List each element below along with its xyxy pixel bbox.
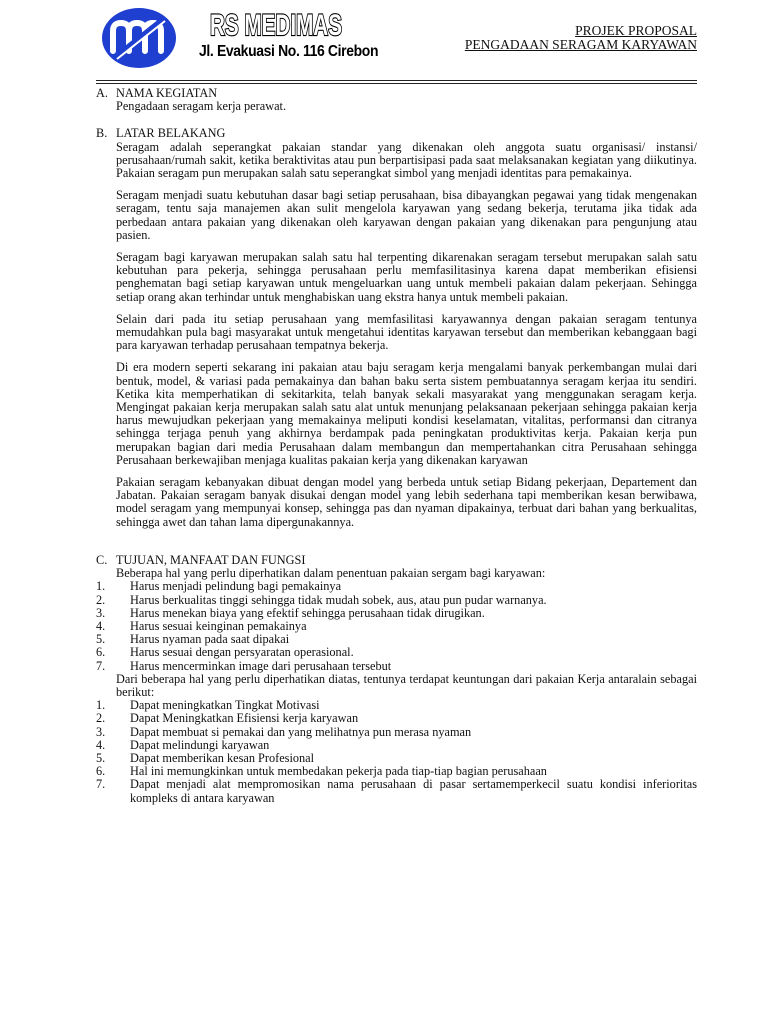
list-item	[96, 646, 697, 659]
list-number: 5.	[96, 750, 106, 765]
list-number: 6.	[96, 645, 106, 660]
section-b-heading	[96, 127, 697, 140]
list-number: 7.	[96, 777, 106, 792]
list-text: Harus mencerminkan image dari perusahaan tersebut	[130, 658, 392, 673]
list-text: Dapat meningkatkan Tingkat Motivasi	[130, 698, 320, 713]
paragraph: Pakaian seragam kebanyakan dibuat dengan model yang berbeda untuk setiap Bidang pekerjaan, Departement dan Jabatan. Pakaian seragam banyak disukai dengan model yang lebih sederhana tapi memberikan kesan berwibawa, model seragam yang mempunyai konsep, sehingga pas dan nyaman dipakainya, terbuat dari bahan yang berkualitas, sehingga awet dan tahan lama dipergunakannya.	[116, 475, 697, 529]
list-number: 4.	[96, 618, 106, 633]
header-divider-thin	[96, 83, 697, 84]
paragraph: Seragam menjadi suatu kebutuhan dasar bagi setiap perusahaan, bisa dibayangkan pegawai yang tidak mengenakan seragam, tentu saja manajemen akan sulit mengelola karyawan yang sedang bekerja, terutama jika tidak ada perbedaan antara pakaian yang dikenakan oleh karyawan dengan pakaian yang dikenakan para pengunjung atau pasien.	[116, 188, 697, 242]
paragraph: Seragam adalah seperangkat pakaian standar yang dikenakan oleh anggota suatu organisasi/ instansi/ perusahaan/rumah sakit, ketika beraktivitas atau pun berpartisipasi pada saat melaksanakan kegiatan yang diikutinya. Pakaian seragam pun merupakan salah satu seperangkat simbol yang menjadi identitas para pemakainya.	[116, 139, 697, 181]
list-number: 4.	[96, 737, 106, 752]
list-number: 6.	[96, 764, 106, 779]
section-title: NAMA KEGIATAN	[116, 86, 218, 100]
list-number: 1.	[96, 579, 106, 594]
list-item	[96, 739, 697, 752]
paragraph: Selain dari pada itu setiap perusahaan yang memfasilitasi karyawannya dengan pakaian seragam tentunya memudahkan pula bagi masyarakat untuk mengetahui identitas karyawan tersebut dan memberikan kebanggaan bagi para karyawan terhadap perusahaan tempatnya bekerja.	[116, 311, 697, 353]
list-item	[96, 580, 697, 593]
list-text: Harus menjadi pelindung bagi pemakainya	[130, 579, 342, 594]
list-text: Harus nyaman pada saat dipakai	[130, 632, 290, 647]
list-number: 7.	[96, 658, 106, 673]
list-number: 2.	[96, 592, 106, 607]
list-item	[96, 660, 697, 673]
org-address: Jl. Evakuasi No. 116 Cirebon	[199, 43, 379, 60]
paragraph: Di era modern seperti sekarang ini pakaian atau baju seragam kerja mengalami banyak perkembangan mulai dari bentuk, model, & variasi pada pemakainya dan bahan baku serta sistem pembuatannya seragam kerjaa itu sendiri. Ketika kita memperhatikan di sekitarkita, telah banyak sekali masyarakat yang menggunakan seragam kerja. Mengingat pakaian kerja merupakan salah satu alat untuk menunjang pelaksanaan pekerjaan sehingga pakaian kerja harus mewujudkan pekerjaan yang memakainya meliputi kondisi keselamatan, vitalitas, performansi dan citranya sehingga terjaga penuh yang akhirnya berdampak pada peningkatan produktivitas kerja. Pakaian kerja pun merupakan bagian dari media Perusahaan dalam membangun dan mempertahankan citra Perusahaan sehingga Perusahaan berkewajiban menjaga kualitas pakaian kerja yang dikenakan karyawan	[116, 360, 697, 467]
list-text: Dapat memberikan kesan Profesional	[130, 750, 315, 765]
list-text: Hal ini memungkinkan untuk membedakan pekerja pada tiap-tiap bagian perusahaan	[130, 764, 547, 779]
doc-type: PROJEK PROPOSAL	[575, 23, 697, 38]
section-letter: B.	[96, 126, 108, 141]
list-text: Dapat melindungi karyawan	[130, 737, 270, 752]
org-name-text: RS MEDIMAS	[210, 9, 342, 42]
list-text: Harus menekan biaya yang efektif sehingga perusahaan tidak dirugikan.	[130, 605, 485, 620]
list-number: 5.	[96, 632, 106, 647]
header-divider	[96, 80, 697, 81]
criteria-list	[96, 580, 697, 672]
list-item	[96, 778, 697, 804]
list-text: Dapat menjadi alat mempromosikan nama perusahaan di pasar sertamemperkecil suatu kondisi inferioritas kompleks di antara karyawan	[130, 777, 697, 805]
paragraph: Seragam bagi karyawan merupakan salah satu hal terpenting dikarenakan seragam tersebut merupakan salah satu kebutuhan para pekerja, sehingga perusahaan perlu memfasilitasinya karena dapat memberikan efisiensi penghematan bagi setiap karyawan untuk mengeluarkan uang untuk membeli pakaian dalam pekerjaan. Sehingga setiap orang akan terhindar untuk menghabiskan uang ekstra hanya untuk membeli pakaian.	[116, 250, 697, 304]
section-letter: A.	[96, 86, 108, 100]
list-text: Harus sesuai dengan persyaratan operasional.	[130, 645, 354, 660]
list-text: Harus berkualitas tinggi sehingga tidak mudah sobek, aus, atau pun pudar warnanya.	[130, 592, 547, 607]
list-number: 3.	[96, 605, 106, 620]
section-letter: C.	[96, 552, 108, 567]
list-text: Harus sesuai keinginan pemakainya	[130, 618, 307, 633]
benefits-list	[96, 699, 697, 805]
section-title: LATAR BELAKANG	[116, 126, 226, 141]
list-text: Dapat membuat si pemakai dan yang melihatnya pun merasa nyaman	[130, 724, 472, 739]
document-body	[96, 87, 697, 805]
list-item	[96, 726, 697, 739]
list-number: 2.	[96, 711, 106, 726]
list-item	[96, 712, 697, 725]
list-number: 1.	[96, 698, 106, 713]
doc-title: PENGADAAN SERAGAM KARYAWAN	[464, 37, 697, 52]
list-item	[96, 594, 697, 607]
rs-medimas-logo-icon	[101, 7, 177, 69]
list-intro: Dari beberapa hal yang perlu diperhatikan diatas, tentunya terdapat keuntungan dari pakaian Kerja antaralain sebagai berikut:	[116, 671, 697, 699]
org-name-title	[208, 6, 344, 42]
list-item	[96, 607, 697, 620]
list-intro: Beberapa hal yang perlu diperhatikan dalam penentuan pakaian sergam bagi karyawan:	[116, 566, 546, 581]
list-number: 3.	[96, 724, 106, 739]
section-a-text: Pengadaan seragam kerja perawat.	[116, 99, 287, 114]
list-text: Dapat Meningkatkan Efisiensi kerja karyawan	[130, 711, 359, 726]
section-title: TUJUAN, MANFAAT DAN FUNGSI	[116, 552, 306, 567]
